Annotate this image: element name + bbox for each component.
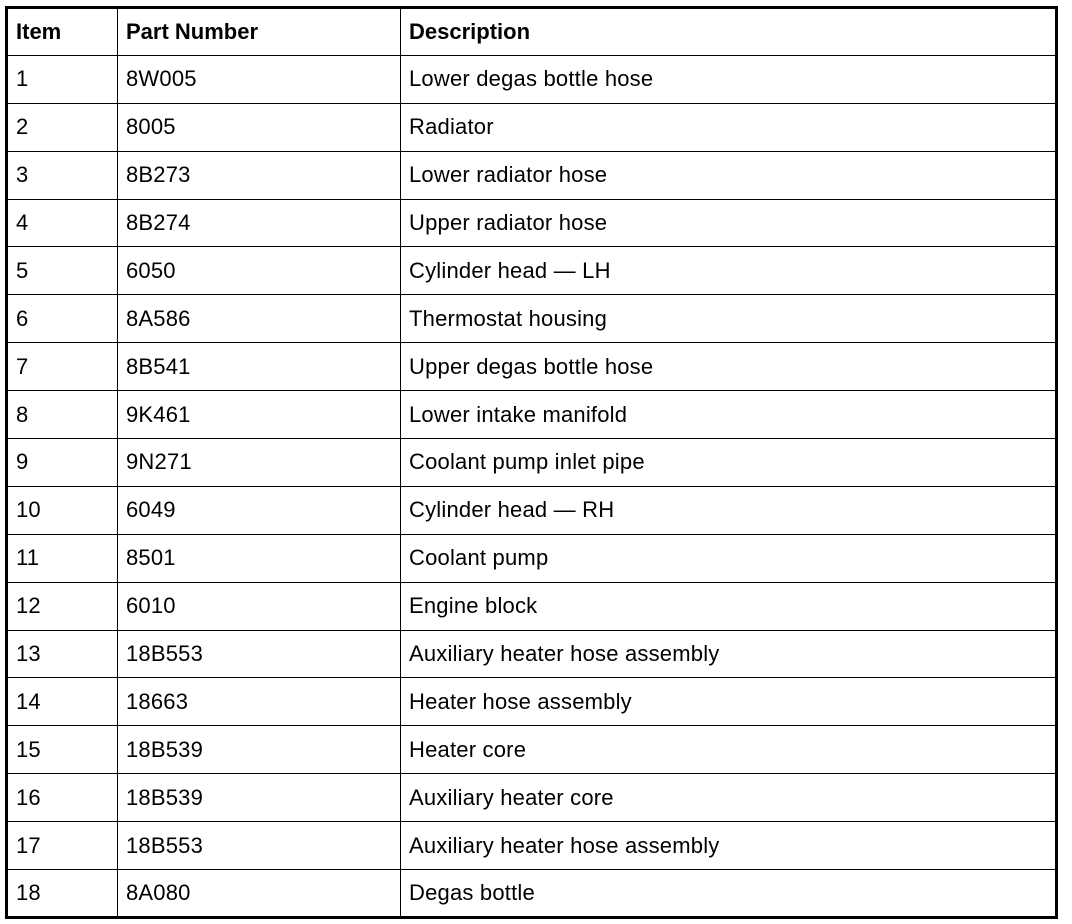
cell-item: 1: [7, 55, 118, 103]
cell-item: 5: [7, 247, 118, 295]
cell-item: 6: [7, 295, 118, 343]
cell-item: 8: [7, 391, 118, 439]
cell-item: 15: [7, 726, 118, 774]
cell-item: 16: [7, 774, 118, 822]
cell-description: Coolant pump: [401, 534, 1057, 582]
table-row: [7, 295, 1057, 343]
cell-part-number: 8501: [118, 534, 401, 582]
cell-description: Cylinder head — RH: [401, 486, 1057, 534]
table-row: [7, 55, 1057, 103]
table-row: [7, 439, 1057, 487]
cell-description: Engine block: [401, 582, 1057, 630]
cell-description: Upper degas bottle hose: [401, 343, 1057, 391]
cell-part-number: 8B541: [118, 343, 401, 391]
header-part-number: Part Number: [118, 8, 401, 56]
cell-description: Upper radiator hose: [401, 199, 1057, 247]
cell-part-number: 18B553: [118, 822, 401, 870]
table-row: [7, 343, 1057, 391]
cell-part-number: 9N271: [118, 439, 401, 487]
cell-item: 10: [7, 486, 118, 534]
cell-part-number: 8W005: [118, 55, 401, 103]
cell-part-number: 6050: [118, 247, 401, 295]
cell-part-number: 6010: [118, 582, 401, 630]
cell-part-number: 18663: [118, 678, 401, 726]
table-row: [7, 870, 1057, 918]
cell-part-number: 18B539: [118, 726, 401, 774]
cell-item: 17: [7, 822, 118, 870]
cell-description: Lower radiator hose: [401, 151, 1057, 199]
table-row: [7, 822, 1057, 870]
cell-description: Degas bottle: [401, 870, 1057, 918]
cell-description: Heater core: [401, 726, 1057, 774]
parts-table: [5, 6, 1058, 919]
cell-item: 4: [7, 199, 118, 247]
cell-part-number: 18B539: [118, 774, 401, 822]
cell-item: 3: [7, 151, 118, 199]
cell-part-number: 6049: [118, 486, 401, 534]
cell-description: Heater hose assembly: [401, 678, 1057, 726]
cell-item: 2: [7, 103, 118, 151]
cell-part-number: 8A080: [118, 870, 401, 918]
cell-item: 13: [7, 630, 118, 678]
cell-item: 9: [7, 439, 118, 487]
cell-description: Auxiliary heater hose assembly: [401, 822, 1057, 870]
cell-part-number: 18B553: [118, 630, 401, 678]
header-row: [7, 8, 1057, 56]
table-row: [7, 151, 1057, 199]
cell-description: Coolant pump inlet pipe: [401, 439, 1057, 487]
header-description: Description: [401, 8, 1057, 56]
cell-part-number: 8A586: [118, 295, 401, 343]
cell-description: Thermostat housing: [401, 295, 1057, 343]
table-row: [7, 486, 1057, 534]
cell-part-number: 8B273: [118, 151, 401, 199]
cell-description: Radiator: [401, 103, 1057, 151]
table-row: [7, 534, 1057, 582]
table-row: [7, 774, 1057, 822]
table-row: [7, 247, 1057, 295]
table-row: [7, 391, 1057, 439]
cell-part-number: 8B274: [118, 199, 401, 247]
cell-part-number: 9K461: [118, 391, 401, 439]
header-item: Item: [7, 8, 118, 56]
table-row: [7, 726, 1057, 774]
table-row: [7, 678, 1057, 726]
cell-description: Lower degas bottle hose: [401, 55, 1057, 103]
cell-item: 12: [7, 582, 118, 630]
cell-part-number: 8005: [118, 103, 401, 151]
cell-item: 14: [7, 678, 118, 726]
cell-description: Cylinder head — LH: [401, 247, 1057, 295]
cell-description: Auxiliary heater core: [401, 774, 1057, 822]
table-row: [7, 582, 1057, 630]
table-row: [7, 630, 1057, 678]
cell-item: 7: [7, 343, 118, 391]
cell-item: 11: [7, 534, 118, 582]
cell-description: Lower intake manifold: [401, 391, 1057, 439]
table-row: [7, 103, 1057, 151]
cell-item: 18: [7, 870, 118, 918]
table-row: [7, 199, 1057, 247]
cell-description: Auxiliary heater hose assembly: [401, 630, 1057, 678]
